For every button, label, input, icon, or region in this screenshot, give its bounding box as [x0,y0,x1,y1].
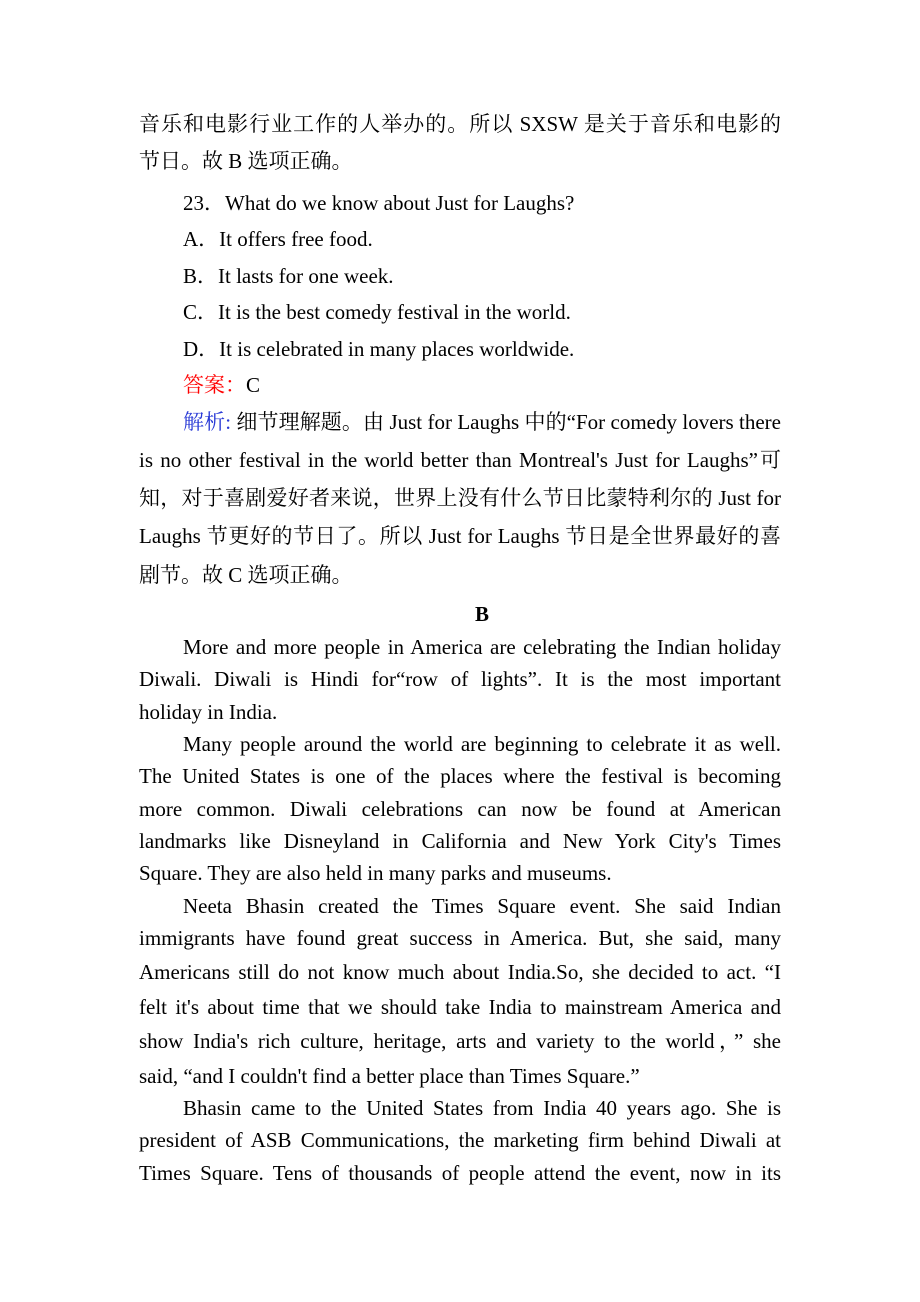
section-heading: B [474,602,489,626]
analysis-line-2: is no other festival in the world better than Montreal's Just for Laughs”可 [139,448,781,472]
option-d: D．It is celebrated in many places worldwide. [183,337,575,361]
para3-line-1: Neeta Bhasin created the Times Square event. She said Indian [183,894,781,918]
para1-line-1: More and more people in America are celebrating the Indian holiday [183,635,781,659]
option-b: B．It lasts for one week. [183,264,394,288]
para1-line-3: holiday in India. [139,700,278,724]
para2-line-4: landmarks like Disneyland in California and New York City's Times [139,829,781,853]
para3-line-3: Americans still do not know much about India.So, she decided to act. “I [139,960,781,984]
explanation-line-1: 音乐和电影行业工作的人举办的。所以 SXSW 是关于音乐和电影的 [139,112,781,136]
answer-line [183,371,781,399]
answer-label: 答案： [183,373,246,397]
para4-line-1: Bhasin came to the United States from India 40 years ago. She is [183,1096,781,1120]
analysis-line-4: Laughs 节更好的节日了。所以 Just for Laughs 节日是全世界最好的喜 [139,524,781,548]
analysis-line-3: 知，对于喜剧爱好者来说，世界上没有什么节日比蒙特利尔的 Just for [139,486,781,510]
para4-line-2: president of ASB Communications, the marketing firm behind Diwali at [139,1128,781,1152]
question-23: 23．What do we know about Just for Laughs? [183,191,575,215]
para3-line-2: immigrants have found great success in America. But, she said, many [139,926,781,950]
para2-line-5: Square. They are also held in many parks and museums. [139,861,612,885]
para2-line-3: more common. Diwali celebrations can now be found at American [139,797,781,821]
para1-line-2: Diwali. Diwali is Hindi for“row of lights”. It is the most important [139,667,781,691]
explanation-line-2: 节日。故 B 选项正确。 [139,149,353,173]
para2-line-1: Many people around the world are beginning to celebrate it as well. [183,732,781,756]
para3-line-6: said, “and I couldn't find a better place than Times Square.” [139,1064,640,1088]
para2-line-2: The United States is one of the places where the festival is becoming [139,764,781,788]
analysis-label: 解析: [183,410,232,434]
option-a: A．It offers free food. [183,227,373,251]
analysis-line-5: 剧节。故 C 选项正确。 [139,563,353,587]
para3-line-4: felt it's about time that we should take India to mainstream America and [139,995,781,1019]
analysis-line-1 [183,408,781,436]
para3-line-5: show India's rich culture, heritage, arts and variety to the world，” she [139,1029,781,1053]
option-c: C．It is the best comedy festival in the world. [183,300,571,324]
analysis-text-1: 细节理解题。由 Just for Laughs 中的“For comedy lovers there [231,410,781,434]
answer-value: C [246,373,261,397]
para4-line-3: Times Square. Tens of thousands of people attend the event, now in its [139,1161,781,1185]
